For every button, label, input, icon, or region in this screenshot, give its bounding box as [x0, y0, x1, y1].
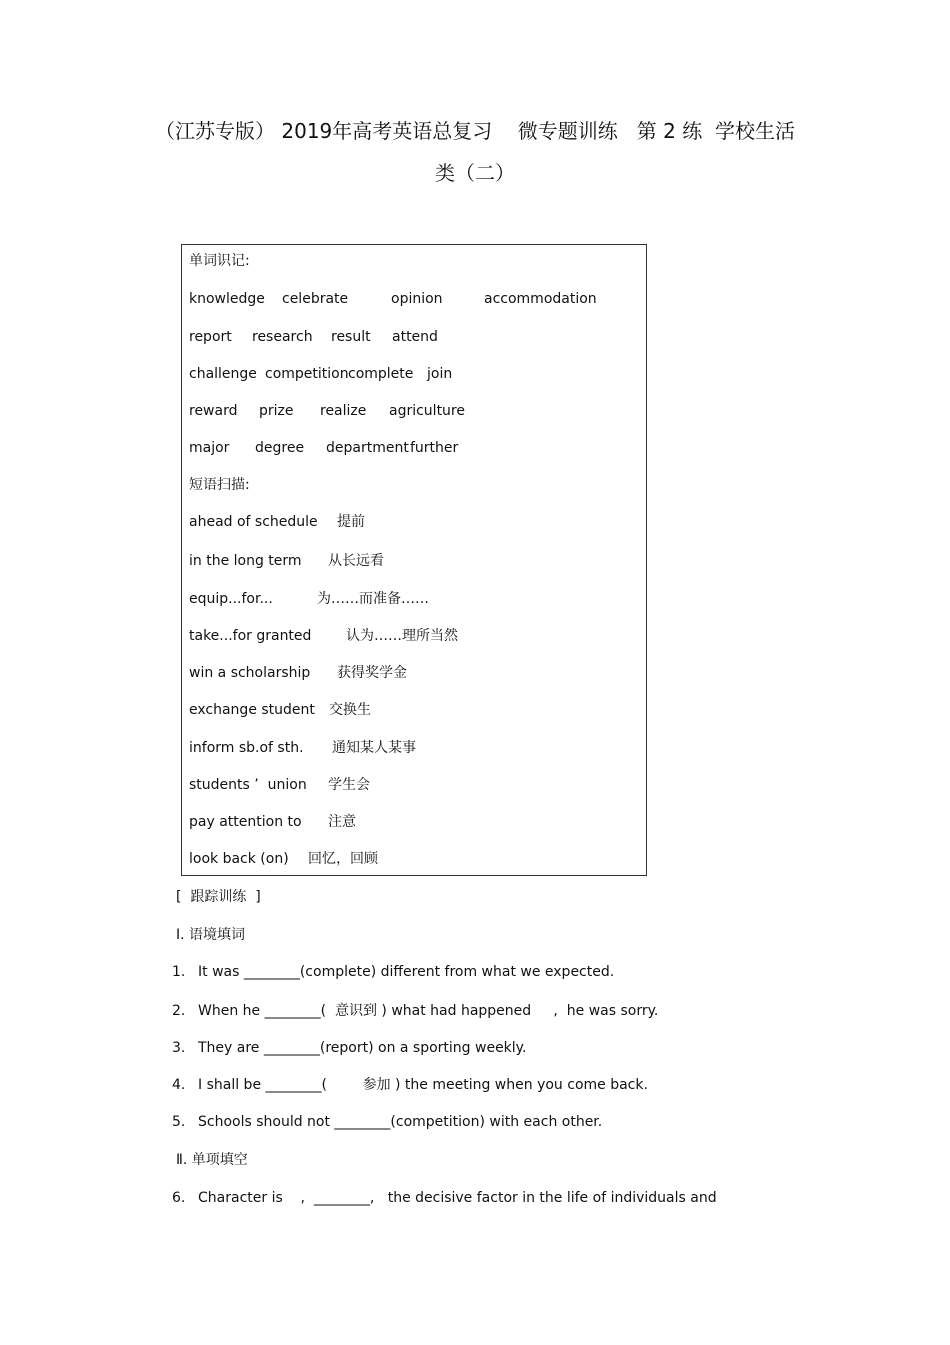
phrase-en: take...for granted [189, 628, 312, 644]
word: celebrate [282, 291, 349, 307]
question-text: When he ________( 意识到 ) what had happened , he was sorry. [198, 1003, 659, 1019]
question-number: 4. [172, 1077, 186, 1093]
phrase-en: in the long term [189, 553, 302, 569]
word: complete [348, 366, 414, 382]
section-heading: Ⅱ. 单项填空 [176, 1152, 248, 1168]
word: attend [392, 329, 438, 345]
word: major [189, 440, 230, 456]
question-text: I shall be ________( 参加 ) the meeting when you come back. [198, 1077, 648, 1093]
word: accommodation [484, 291, 597, 307]
question-number: 3. [172, 1040, 186, 1056]
section-heading: Ⅰ. 语境填词 [176, 927, 246, 943]
word: research [252, 329, 313, 345]
phrase-en: exchange student [189, 702, 315, 718]
word: realize [320, 403, 367, 419]
phrase-zh: 提前 [337, 514, 365, 530]
word: competition [265, 366, 349, 382]
question-number: 5. [172, 1114, 186, 1130]
question-number: 6. [172, 1190, 186, 1206]
phrase-en: equip...for... [189, 591, 273, 607]
phrase-zh: 通知某人某事 [332, 740, 416, 756]
question-text: They are ________(report) on a sporting weekly. [198, 1040, 527, 1056]
phrase-zh: 从长远看 [328, 553, 384, 569]
question-text: Schools should not ________(competition) with each other. [198, 1114, 603, 1130]
word: result [331, 329, 371, 345]
word: prize [259, 403, 294, 419]
word: report [189, 329, 232, 345]
word: reward [189, 403, 238, 419]
phrase-zh: 认为……理所当然 [346, 628, 458, 644]
phrase-en: pay attention to [189, 814, 302, 830]
phrase-en: ahead of schedule [189, 514, 318, 530]
phrase-en: students ’ union [189, 777, 307, 793]
word: join [427, 366, 453, 382]
word: opinion [391, 291, 443, 307]
word: knowledge [189, 291, 265, 307]
word: agriculture [389, 403, 465, 419]
words-heading: 单词识记: [189, 253, 250, 269]
phrase-zh: 交换生 [329, 702, 371, 718]
title-line-1: （江苏专版） 2019年高考英语总复习 微专题训练 第 2 练 学校生活 [155, 119, 795, 143]
word: department [326, 440, 409, 456]
phrase-zh: 为……而准备…… [317, 591, 429, 607]
phrase-en: inform sb.of sth. [189, 740, 304, 756]
phrases-heading: 短语扫描: [189, 477, 250, 493]
title-line-2: 类（二） [435, 161, 515, 185]
training-heading: [ 跟踪训练 ] [176, 889, 261, 905]
word: further [410, 440, 459, 456]
phrase-en: look back (on) [189, 851, 289, 867]
phrase-en: win a scholarship [189, 665, 311, 681]
question-text: It was ________(complete) different from what we expected. [198, 964, 615, 980]
phrase-zh: 回忆，回顾 [308, 851, 378, 867]
question-number: 1. [172, 964, 186, 980]
phrase-zh: 学生会 [328, 777, 370, 793]
question-text: Character is , ________, the decisive factor in the life of individuals and [198, 1190, 717, 1206]
phrase-zh: 注意 [328, 814, 356, 830]
word: degree [255, 440, 305, 456]
word: challenge [189, 366, 257, 382]
question-number: 2. [172, 1003, 186, 1019]
phrase-zh: 获得奖学金 [337, 665, 407, 681]
